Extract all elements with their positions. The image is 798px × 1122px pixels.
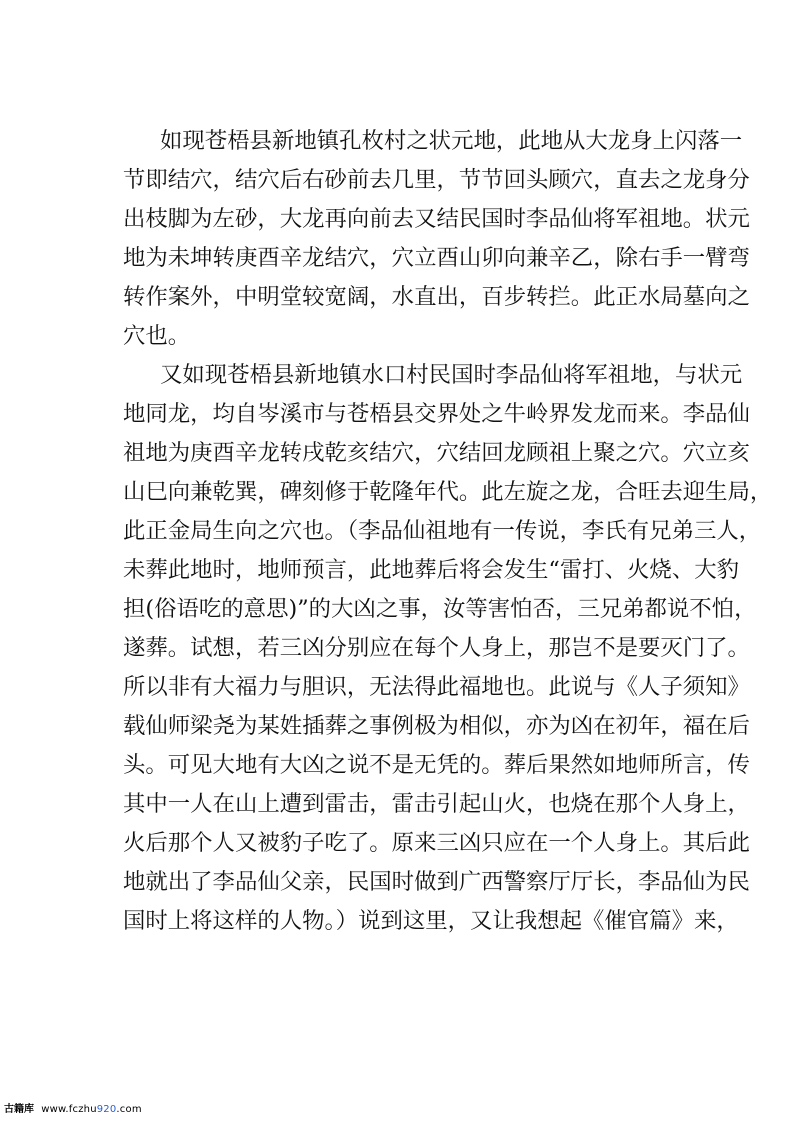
text-line: 又如现苍梧县新地镇水口村民国时李品仙将军祖地，与状元 — [160, 362, 743, 388]
footer-site-name: 古籍库 — [4, 1104, 34, 1115]
text-line: 火后那个人又被豹子吃了。原来三凶只应在一个人身上。其后此 — [123, 830, 750, 856]
text-line: 其中一人在山上遭到雷击，雷击引起山火，也烧在那个人身上， — [123, 791, 750, 817]
text-line: 如现苍梧县新地镇孔枚村之状元地，此地从大龙身上闪落一 — [160, 128, 743, 154]
text-line: 地为未坤转庚酉辛龙结穴，穴立酉山卯向兼辛乙，除右手一臂弯 — [123, 245, 750, 271]
footer-url-suffix: .com — [116, 1104, 142, 1115]
footer-url-highlight: 920 — [96, 1104, 117, 1115]
text-line: 国时上将这样的人物。）说到这里，又让我想起《催官篇》来， — [123, 908, 739, 934]
text-line: 节即结穴，结穴后右砂前去几里，节节回头顾穴，直去之龙身分 — [123, 167, 750, 193]
footer-url[interactable] — [41, 1104, 142, 1115]
text-line: 地就出了李品仙父亲，民国时做到广西警察厅厅长，李品仙为民 — [123, 869, 750, 895]
text-line: 穴也。 — [123, 323, 191, 349]
text-line: 祖地为庚酉辛龙转戌乾亥结穴，穴结回龙顾祖上聚之穴。穴立亥 — [123, 440, 750, 466]
text-line: 担(俗语吃的意思)”的大凶之事，汝等害怕否，三兄弟都说不怕， — [123, 596, 757, 622]
text-line: 载仙师梁尧为某姓插葬之事例极为相似，亦为凶在初年，福在后 — [123, 713, 750, 739]
text-line: 头。可见大地有大凶之说不是无凭的。葬后果然如地师所言，传 — [123, 752, 750, 778]
text-line: 出枝脚为左砂，大龙再向前去又结民国时李品仙将军祖地。状元 — [123, 206, 750, 232]
text-line: 此正金局生向之穴也。（李品仙祖地有一传说，李氏有兄弟三人， — [123, 518, 762, 544]
text-line: 未葬此地时，地师预言，此地葬后将会发生“雷打、火烧、大豹 — [123, 557, 739, 583]
footer-watermark — [4, 1100, 142, 1115]
text-line: 所以非有大福力与胆识，无法得此福地也。此说与《人子须知》 — [123, 674, 750, 700]
text-line: 转作案外，中明堂较宽阔，水直出，百步转拦。此正水局墓向之 — [123, 284, 750, 310]
footer-url-prefix: www.fczhu — [41, 1104, 97, 1115]
text-line: 地同龙，均自岑溪市与苍梧县交界处之牛岭界发龙而来。李品仙 — [123, 401, 750, 427]
text-line: 遂葬。试想，若三凶分别应在每个人身上，那岂不是要灭门了。 — [123, 635, 750, 661]
text-line: 山巳向兼乾巽，碑刻修于乾隆年代。此左旋之龙，合旺去迎生局， — [123, 479, 773, 505]
